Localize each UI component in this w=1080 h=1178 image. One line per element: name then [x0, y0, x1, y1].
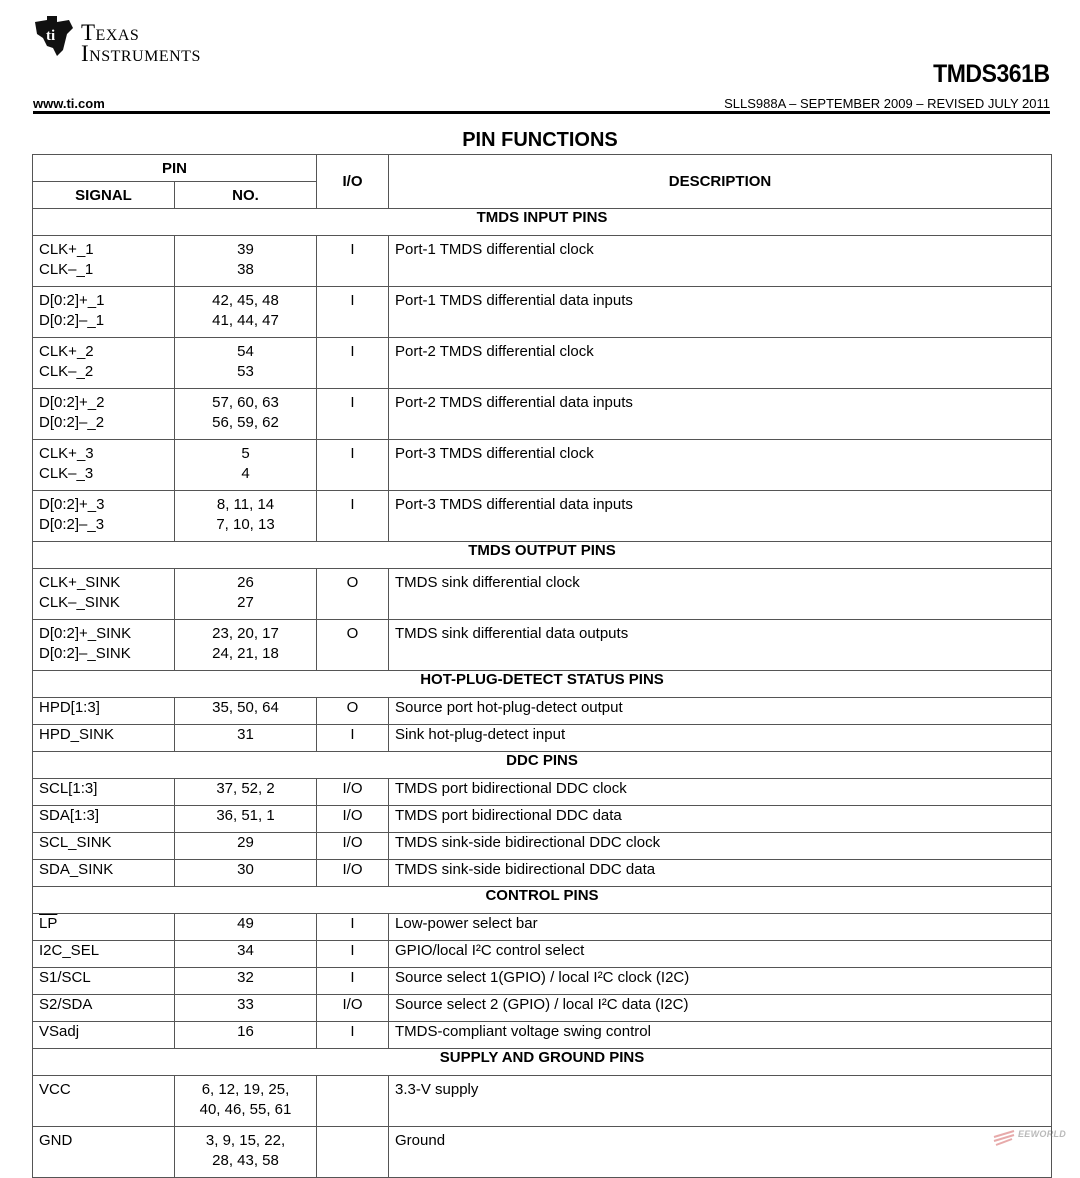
- pin-number: 28, 43, 58: [212, 1152, 279, 1169]
- ti-logo: [33, 14, 233, 68]
- section-header-row: [33, 209, 1052, 236]
- pin-number-cell: [175, 440, 317, 491]
- description-cell: Port-2 TMDS differential clock: [389, 338, 1052, 389]
- logo-line2: Instruments: [81, 41, 201, 66]
- description-cell: GPIO/local I²C control select: [389, 941, 1052, 968]
- signal-name: SCL_SINK: [39, 834, 112, 851]
- signal-name: S2/SDA: [39, 996, 93, 1013]
- pin-number-cell: [175, 941, 317, 968]
- table-row: [33, 725, 1052, 752]
- pin-number: 37, 52, 2: [216, 780, 275, 797]
- signal-name: SCL[1:3]: [39, 780, 98, 797]
- description-cell: Port-3 TMDS differential data inputs: [389, 491, 1052, 542]
- io-cell: I: [317, 914, 389, 941]
- pin-number: 56, 59, 62: [212, 414, 279, 431]
- description-cell: 3.3-V supply: [389, 1076, 1052, 1127]
- signal-name: D[0:2]–_SINK: [39, 645, 131, 662]
- signal-cell: [33, 968, 175, 995]
- signal-cell: [33, 995, 175, 1022]
- website-url[interactable]: www.ti.com: [33, 96, 105, 111]
- table-row: [33, 569, 1052, 620]
- io-cell: I/O: [317, 779, 389, 806]
- header-signal: SIGNAL: [33, 182, 175, 209]
- table-row: [33, 995, 1052, 1022]
- signal-cell: [33, 440, 175, 491]
- description-cell: TMDS sink-side bidirectional DDC data: [389, 860, 1052, 887]
- pin-number: 24, 21, 18: [212, 645, 279, 662]
- description-cell: Source select 2 (GPIO) / local I²C data (I2C): [389, 995, 1052, 1022]
- pin-number-cell: [175, 338, 317, 389]
- description-cell: TMDS sink-side bidirectional DDC clock: [389, 833, 1052, 860]
- signal-cell: [33, 833, 175, 860]
- signal-cell: [33, 569, 175, 620]
- table-row: [33, 287, 1052, 338]
- pin-number-cell: [175, 1022, 317, 1049]
- io-cell: I: [317, 236, 389, 287]
- pin-number: 26: [237, 574, 254, 591]
- watermark-text: EEWORLD: [1018, 1129, 1067, 1139]
- pin-number-cell: [175, 725, 317, 752]
- header-description: DESCRIPTION: [389, 155, 1052, 209]
- io-cell: I/O: [317, 860, 389, 887]
- document-reference: SLLS988A – SEPTEMBER 2009 – REVISED JULY 2011: [724, 96, 1050, 111]
- io-cell: I: [317, 491, 389, 542]
- table-title: PIN FUNCTIONS: [462, 129, 618, 151]
- section-header-row: [33, 542, 1052, 569]
- signal-cell: [33, 389, 175, 440]
- pin-number: 8, 11, 14: [216, 496, 275, 513]
- signal-name: $\overline{LP}$: [39, 915, 58, 932]
- signal-cell: [33, 941, 175, 968]
- eeworld-watermark: [992, 1127, 1076, 1149]
- description-cell: Ground: [389, 1127, 1052, 1178]
- pin-number-cell: [175, 1076, 317, 1127]
- section-title: HOT-PLUG-DETECT STATUS PINS: [33, 671, 1052, 698]
- description-cell: TMDS port bidirectional DDC data: [389, 806, 1052, 833]
- pin-number: 54: [237, 343, 254, 360]
- table-row: [33, 779, 1052, 806]
- signal-name: HPD[1:3]: [39, 699, 100, 716]
- description-cell: TMDS-compliant voltage swing control: [389, 1022, 1052, 1049]
- section-title: CONTROL PINS: [33, 887, 1052, 914]
- section-title: TMDS OUTPUT PINS: [33, 542, 1052, 569]
- pin-number: 30: [237, 861, 254, 878]
- io-cell: O: [317, 569, 389, 620]
- table-row: [33, 440, 1052, 491]
- pin-number: 49: [237, 915, 254, 932]
- io-cell: I: [317, 725, 389, 752]
- section-header-row: [33, 671, 1052, 698]
- pin-number-cell: [175, 569, 317, 620]
- pin-number-cell: [175, 860, 317, 887]
- table-row: [33, 698, 1052, 725]
- signal-cell: [33, 620, 175, 671]
- description-cell: Port-2 TMDS differential data inputs: [389, 389, 1052, 440]
- pin-number-cell: [175, 389, 317, 440]
- header-rule: [33, 111, 1050, 114]
- signal-name: SDA[1:3]: [39, 807, 100, 824]
- pin-number-cell: [175, 698, 317, 725]
- signal-name: VCC: [39, 1081, 71, 1098]
- part-number: TMDS361B: [933, 60, 1050, 88]
- description-cell: Port-3 TMDS differential clock: [389, 440, 1052, 491]
- signal-name: CLK+_2: [39, 343, 94, 360]
- pin-number: 32: [237, 969, 254, 986]
- io-cell: I: [317, 440, 389, 491]
- signal-name: CLK–_2: [39, 363, 94, 380]
- pin-table-body: [33, 209, 1052, 1178]
- io-cell: I/O: [317, 995, 389, 1022]
- logo-line1: Texas: [81, 20, 140, 45]
- signal-cell: [33, 1076, 175, 1127]
- pin-number: 38: [237, 261, 254, 278]
- header-pin: PIN: [33, 155, 317, 182]
- signal-name: S1/SCL: [39, 969, 91, 986]
- pin-number: 4: [241, 465, 250, 482]
- table-row: [33, 1022, 1052, 1049]
- description-cell: Sink hot-plug-detect input: [389, 725, 1052, 752]
- signal-cell: [33, 287, 175, 338]
- signal-name: SDA_SINK: [39, 861, 114, 878]
- description-cell: TMDS sink differential data outputs: [389, 620, 1052, 671]
- pin-number: 34: [237, 942, 254, 959]
- pin-number-cell: [175, 833, 317, 860]
- signal-cell: [33, 806, 175, 833]
- header-io: I/O: [317, 155, 389, 209]
- table-row: [33, 389, 1052, 440]
- signal-cell: [33, 914, 175, 941]
- signal-cell: [33, 236, 175, 287]
- description-cell: TMDS sink differential clock: [389, 569, 1052, 620]
- pin-number: 35, 50, 64: [212, 699, 279, 716]
- signal-name: CLK–_SINK: [39, 594, 120, 611]
- pin-number-cell: [175, 995, 317, 1022]
- section-header-row: [33, 752, 1052, 779]
- signal-name: I2C_SEL: [39, 942, 100, 959]
- table-row: [33, 338, 1052, 389]
- pin-number-cell: [175, 236, 317, 287]
- io-cell: I: [317, 1022, 389, 1049]
- header-no: NO.: [175, 182, 317, 209]
- signal-name: CLK–_3: [39, 465, 94, 482]
- table-row: [33, 491, 1052, 542]
- io-cell: O: [317, 698, 389, 725]
- signal-cell: [33, 1022, 175, 1049]
- pin-number: 57, 60, 63: [212, 394, 279, 411]
- signal-name: CLK–_1: [39, 261, 94, 278]
- signal-name: CLK+_1: [39, 241, 94, 258]
- pin-number: 5: [241, 445, 250, 462]
- pin-number-cell: [175, 620, 317, 671]
- pin-number-cell: [175, 779, 317, 806]
- signal-name: GND: [39, 1132, 73, 1149]
- io-cell: I: [317, 287, 389, 338]
- watermark-logo-icon: [992, 1127, 1016, 1147]
- pin-number-cell: [175, 968, 317, 995]
- pin-number: 29: [237, 834, 254, 851]
- signal-cell: [33, 860, 175, 887]
- ti-logo-icon: [33, 16, 75, 56]
- pin-number-cell: [175, 806, 317, 833]
- io-cell: I/O: [317, 806, 389, 833]
- pin-number: 33: [237, 996, 254, 1013]
- signal-name: D[0:2]–_1: [39, 312, 105, 329]
- signal-name: D[0:2]–_2: [39, 414, 105, 431]
- section-title: SUPPLY AND GROUND PINS: [33, 1049, 1052, 1076]
- pin-number: 16: [237, 1023, 254, 1040]
- table-row: [33, 941, 1052, 968]
- section-title: TMDS INPUT PINS: [33, 209, 1052, 236]
- table-row: [33, 1127, 1052, 1178]
- signal-name: D[0:2]+_2: [39, 394, 105, 411]
- description-cell: Port-1 TMDS differential data inputs: [389, 287, 1052, 338]
- table-row: [33, 806, 1052, 833]
- description-cell: Source select 1(GPIO) / local I²C clock (I2C): [389, 968, 1052, 995]
- pin-number: 39: [237, 241, 254, 258]
- table-row: [33, 833, 1052, 860]
- description-cell: Low-power select bar: [389, 914, 1052, 941]
- section-header-row: [33, 887, 1052, 914]
- io-cell: I: [317, 968, 389, 995]
- table-row: [33, 860, 1052, 887]
- pin-number: 53: [237, 363, 254, 380]
- io-cell: [317, 1076, 389, 1127]
- pin-number-cell: [175, 1127, 317, 1178]
- io-cell: O: [317, 620, 389, 671]
- pin-number: 41, 44, 47: [212, 312, 279, 329]
- io-cell: I: [317, 941, 389, 968]
- pin-number: 36, 51, 1: [216, 807, 275, 824]
- io-cell: I: [317, 389, 389, 440]
- signal-cell: [33, 491, 175, 542]
- table-row: [33, 914, 1052, 941]
- io-cell: I/O: [317, 833, 389, 860]
- io-cell: [317, 1127, 389, 1178]
- signal-name: D[0:2]–_3: [39, 516, 105, 533]
- section-header-row: [33, 1049, 1052, 1076]
- signal-name: VSadj: [39, 1023, 80, 1040]
- pin-number: 6, 12, 19, 25,: [201, 1081, 290, 1098]
- table-row: [33, 968, 1052, 995]
- signal-name: CLK+_SINK: [39, 574, 121, 591]
- signal-name: HPD_SINK: [39, 726, 115, 743]
- io-cell: I: [317, 338, 389, 389]
- signal-name: D[0:2]+_SINK: [39, 625, 132, 642]
- pin-number: 40, 46, 55, 61: [199, 1101, 292, 1118]
- svg-text:ti: ti: [46, 28, 56, 44]
- table-row: [33, 236, 1052, 287]
- pin-number-cell: [175, 287, 317, 338]
- pin-number: 27: [237, 594, 254, 611]
- signal-cell: [33, 338, 175, 389]
- pin-number: 3, 9, 15, 22,: [205, 1132, 286, 1149]
- pin-functions-table: [32, 154, 1052, 1178]
- pin-number-cell: [175, 491, 317, 542]
- signal-cell: [33, 725, 175, 752]
- pin-number: 42, 45, 48: [212, 292, 279, 309]
- description-cell: Port-1 TMDS differential clock: [389, 236, 1052, 287]
- signal-cell: [33, 698, 175, 725]
- pin-number: 7, 10, 13: [216, 516, 275, 533]
- signal-cell: [33, 779, 175, 806]
- pin-number: 31: [237, 726, 254, 743]
- description-cell: Source port hot-plug-detect output: [389, 698, 1052, 725]
- signal-cell: [33, 1127, 175, 1178]
- table-row: [33, 620, 1052, 671]
- signal-name: CLK+_3: [39, 445, 94, 462]
- signal-name: D[0:2]+_3: [39, 496, 105, 513]
- section-title: DDC PINS: [33, 752, 1052, 779]
- pin-number: 23, 20, 17: [212, 625, 279, 642]
- pin-number-cell: [175, 914, 317, 941]
- description-cell: TMDS port bidirectional DDC clock: [389, 779, 1052, 806]
- signal-name: D[0:2]+_1: [39, 292, 105, 309]
- table-row: [33, 1076, 1052, 1127]
